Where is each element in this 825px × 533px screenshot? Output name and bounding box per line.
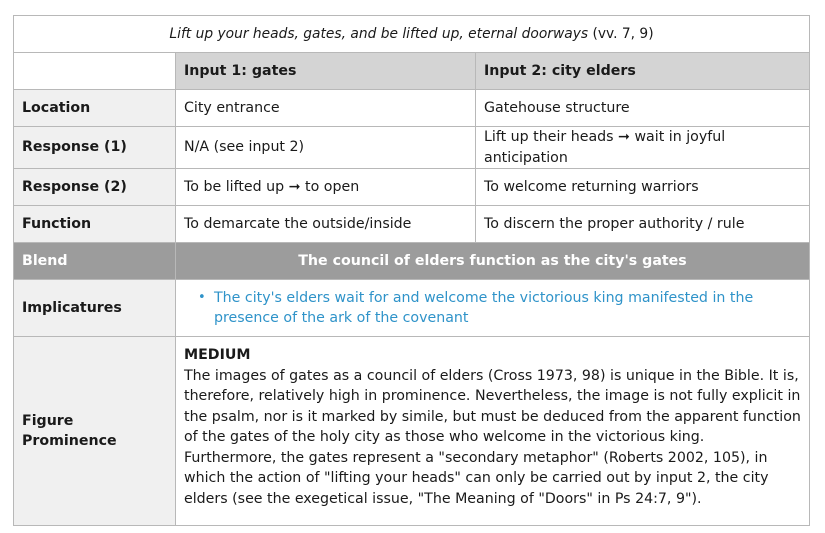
- title-row: [14, 16, 810, 53]
- header-blank-cell: [14, 53, 176, 90]
- row-input-2: To discern the proper authority / rule: [476, 206, 810, 243]
- title-reference: (vv. 7, 9): [588, 25, 654, 42]
- header-input-1: Input 1: gates: [176, 53, 476, 90]
- row-input-2: To welcome returning warriors: [476, 169, 810, 206]
- implicatures-list: [184, 288, 801, 329]
- row-input-1: City entrance: [176, 90, 476, 127]
- implicature-item: The city's elders wait for and welcome the victorious king manifested in the presence of the ark of the covenant: [214, 289, 754, 326]
- row-input-2: Gatehouse structure: [476, 90, 810, 127]
- row-label: Response (1): [14, 127, 176, 169]
- implicatures-cell: [176, 280, 810, 337]
- table-row: [14, 206, 810, 243]
- prominence-row: [14, 337, 810, 526]
- title-cell: [14, 16, 810, 53]
- row-label: Location: [14, 90, 176, 127]
- prominence-text: The images of gates as a council of elders (Cross 1973, 98) is unique in the Bible. It is, therefore, relatively high in prominence. Nevertheless, the image is not fully explicit in the psalm, nor is it marked by simile, but must be deduced from the apparent function of the gates of the holy city as those who welcome in the victorious king. Furthermore, the gates represent a "secondary metaphor" (Roberts 2002, 105), in which the action of "lifting your heads" can only be carried out by input 2, the city elders (see the exegetical issue, "The Meaning of "Doors" in Ps 24:7, 9").: [184, 367, 801, 507]
- header-row: [14, 53, 810, 90]
- figure-analysis-table: [13, 15, 810, 526]
- row-label: Function: [14, 206, 176, 243]
- bullet-icon: •: [198, 289, 206, 305]
- row-input-2: Lift up their heads ➞ wait in joyful anticipation: [476, 127, 810, 169]
- table-row: [14, 90, 810, 127]
- prominence-label: Figure Prominence: [14, 337, 176, 526]
- blend-row: [14, 243, 810, 280]
- row-input-1: To demarcate the outside/inside: [176, 206, 476, 243]
- implicatures-label: Implicatures: [14, 280, 176, 337]
- row-label: Response (2): [14, 169, 176, 206]
- prominence-cell: [176, 337, 810, 526]
- row-input-1: To be lifted up ➞ to open: [176, 169, 476, 206]
- implicatures-row: [14, 280, 810, 337]
- figure-analysis-table-container: [13, 15, 809, 526]
- title-quote: Lift up your heads, gates, and be lifted up, eternal doorways: [169, 25, 589, 42]
- table-row: [14, 127, 810, 169]
- header-input-2: Input 2: city elders: [476, 53, 810, 90]
- blend-label: Blend: [14, 243, 176, 280]
- blend-text: The council of elders function as the city's gates: [176, 243, 810, 280]
- row-input-1: N/A (see input 2): [176, 127, 476, 169]
- table-row: [14, 169, 810, 206]
- prominence-level: MEDIUM: [184, 347, 251, 363]
